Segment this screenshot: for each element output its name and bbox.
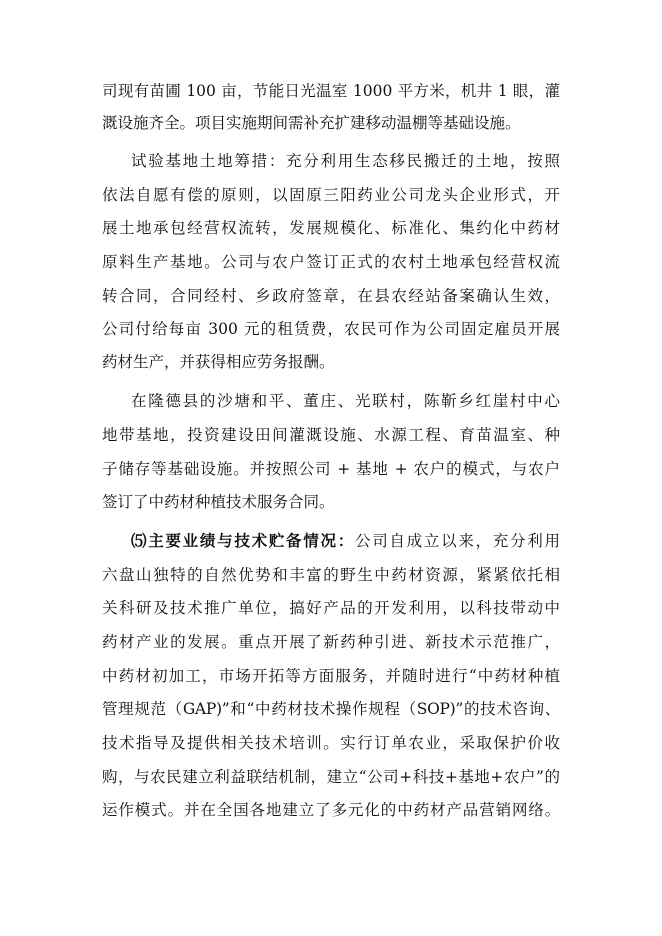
paragraph-4-line-8: 购，与农民建立利益联结机制，建立“公司+科技+基地+农户”的 <box>102 768 560 786</box>
paragraph-4-line-2: 六盘山独特的自然优势和丰富的野生中药材资源，紧紧依托相 <box>102 566 560 584</box>
paragraph-2-line-3: 展土地承包经营权流转，发展规模化、标准化、集约化中药材 <box>102 219 560 237</box>
paragraph-4-line-9: 运作模式。并在全国各地建立了多元化的中药材产品营销网络。 <box>102 801 560 819</box>
paragraph-3-line-4: 签订了中药材种植技术服务合同。 <box>102 493 335 511</box>
paragraph-4-line-1-text: 公司自成立以来，充分利用 <box>354 532 560 550</box>
paragraph-1-line-1: 司现有苗圃 100 亩，节能日光温室 1000 平方米，机井 1 眼，灌 <box>102 82 560 100</box>
paragraph-4-line-5: 中药材初加工，市场开拓等方面服务，并随时进行“中药材种植 <box>102 667 560 685</box>
paragraph-2-line-1: 试验基地土地筹措：充分利用生态移民搬迁的土地，按照 <box>131 152 560 170</box>
paragraph-2-line-4: 原料生产基地。公司与农户签订正式的农村土地承包经营权流 <box>102 253 560 271</box>
paragraph-1-line-2: 溉设施齐全。项目实施期间需补充扩建移动温棚等基础设施。 <box>102 114 521 132</box>
paragraph-2-line-2: 依法自愿有偿的原则，以固原三阳药业公司龙头企业形式，开 <box>102 186 560 204</box>
paragraph-3-line-3: 子储存等基础设施。并按照公司 + 基地 + 农户的模式，与农户 <box>102 460 560 478</box>
paragraph-3-line-2: 地带基地，投资建设田间灌溉设施、水源工程、育苗温室、种 <box>102 426 560 444</box>
paragraph-4-line-7: 技术指导及提供相关技术培训。实行订单农业，采取保护价收 <box>102 734 560 752</box>
paragraph-2-line-7: 药材生产，并获得相应劳务报酬。 <box>102 353 335 371</box>
paragraph-2-line-6: 公司付给每亩 300 元的租赁费，农民可作为公司固定雇员开展 <box>102 320 560 338</box>
paragraph-2-line-5: 转合同，合同经村、乡政府签章，在县农经站备案确认生效， <box>102 287 560 305</box>
paragraph-4-line-3: 关科研及技术推广单位，搞好产品的开发利用，以科技带动中 <box>102 599 560 617</box>
section-heading: ⑸主要业绩与技术贮备情况： <box>131 531 355 550</box>
paragraph-4-line-1 <box>131 526 560 556</box>
paragraph-3-line-1: 在隆德县的沙塘和平、董庄、光联村，陈靳乡红崖村中心 <box>131 392 560 410</box>
paragraph-4-line-4: 药材产业的发展。重点开展了新药种引进、新技术示范推广， <box>102 633 560 651</box>
paragraph-4-line-6: 管理规范（GAP)”和“中药材技术操作规程（SOP)”的技术咨询、 <box>102 700 560 718</box>
